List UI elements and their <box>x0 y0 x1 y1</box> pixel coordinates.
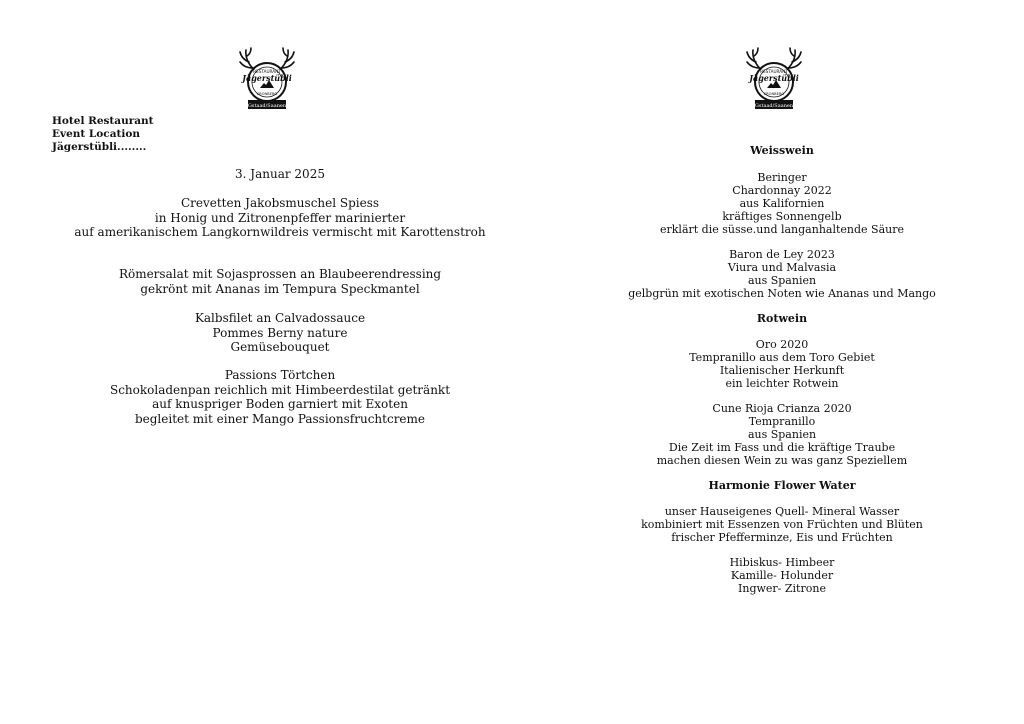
water-description <box>540 505 1024 544</box>
wine-line: Cune Rioja Crianza 2020 <box>712 402 852 415</box>
course-line: Pommes Berny nature <box>212 325 348 340</box>
drinks-page <box>540 0 1024 724</box>
logo-banner: Gstaad/Saanen <box>754 103 794 109</box>
course-line: Crevetten Jakobsmuschel Spiess <box>180 196 380 210</box>
wine-line: machen diesen Wein zu was ganz Speziellem <box>656 454 908 467</box>
wine-entry <box>540 248 1024 300</box>
menu-course-starter <box>10 196 550 240</box>
wine-line: aus Spanien <box>747 274 817 287</box>
menu-date: 3. Januar 2025 <box>235 167 325 181</box>
wine-entry <box>540 402 1024 467</box>
wine-line: gelbgrün mit exotischen Noten wie Ananas und Mango <box>628 287 936 300</box>
restaurant-logo <box>235 46 299 114</box>
logo-arc-bottom: KRONBERG <box>256 92 278 96</box>
hotel-info <box>52 115 154 154</box>
water-line: kombiniert mit Essenzen von Früchten und Blüten <box>641 518 923 531</box>
wine-line: erklärt die süsse.und langanhaltende Säure <box>660 223 904 236</box>
wine-line: ein leichter Rotwein <box>725 377 839 390</box>
wine-line: Tempranillo aus dem Toro Gebiet <box>689 351 875 364</box>
wine-line: Beringer <box>757 171 807 184</box>
wine-line: aus Kalifornien <box>739 197 825 210</box>
wine-line: Viura und Malvasia <box>727 261 837 274</box>
wine-entry <box>540 338 1024 390</box>
wine-entry <box>540 171 1024 236</box>
hotel-line: Hotel Restaurant <box>52 115 154 127</box>
water-line: frischer Pfefferminze, Eis und Früchten <box>671 531 893 544</box>
hotel-line: Event Location <box>52 128 140 140</box>
hotel-line: Jägerstübli........ <box>52 141 147 153</box>
water-line: Hibiskus- Himbeer <box>729 556 835 569</box>
logo-name: Jägerstübli <box>749 73 799 83</box>
wine-line: Italienischer Herkunft <box>719 364 845 377</box>
wine-line: Baron de Ley 2023 <box>729 248 835 261</box>
course-line: Römersalat mit Sojasprossen an Blaubeerendressing <box>118 267 442 281</box>
menu-course-main <box>10 311 550 355</box>
course-line: Kalbsfilet an Calvadossauce <box>194 311 366 325</box>
menu-course-dessert <box>10 368 550 426</box>
course-line: begleitet mit einer Mango Passionsfruchtcreme <box>134 411 426 426</box>
water-flavors <box>540 556 1024 595</box>
wine-line: Tempranillo <box>748 415 816 428</box>
course-line: gekrönt mit Ananas im Tempura Speckmantel <box>140 281 420 296</box>
restaurant-logo <box>742 46 806 114</box>
logo-arc-top: RESTAURANT <box>253 69 281 74</box>
section-heading-red-wine: Rotwein <box>756 312 808 325</box>
section-heading-white-wine: Weisswein <box>750 144 814 157</box>
menu-course-salad <box>10 267 550 296</box>
logo-arc-top: RESTAURANT <box>760 69 788 74</box>
logo-name: Jägerstübli <box>242 73 292 83</box>
course-line: Gemüsebouquet <box>230 340 330 354</box>
water-line: unser Hauseigenes Quell- Mineral Wasser <box>664 505 900 518</box>
course-line: auf amerikanischem Langkornwildreis vermischt mit Karottenstroh <box>74 225 486 239</box>
course-line: auf knuspriger Boden garniert mit Exoten <box>152 397 408 411</box>
logo-arc-bottom: KRONBERG <box>763 92 785 96</box>
wine-line: kräftiges Sonnengelb <box>722 210 842 223</box>
section-heading-flower-water: Harmonie Flower Water <box>708 479 856 492</box>
wine-line: Chardonnay 2022 <box>732 184 832 197</box>
water-line: Ingwer- Zitrone <box>738 582 826 595</box>
wine-line: Oro 2020 <box>755 338 809 351</box>
course-line: in Honig und Zitronenpfeffer marinierter <box>154 210 406 225</box>
course-line: Schokoladenpan reichlich mit Himbeerdestilat getränkt <box>109 382 451 397</box>
course-line: Passions Törtchen <box>224 368 336 382</box>
logo-banner: Gstaad/Saanen <box>247 103 287 109</box>
wine-line: Die Zeit im Fass und die kräftige Traube <box>668 441 896 454</box>
water-line: Kamille- Holunder <box>730 569 834 582</box>
wine-line: aus Spanien <box>747 428 817 441</box>
